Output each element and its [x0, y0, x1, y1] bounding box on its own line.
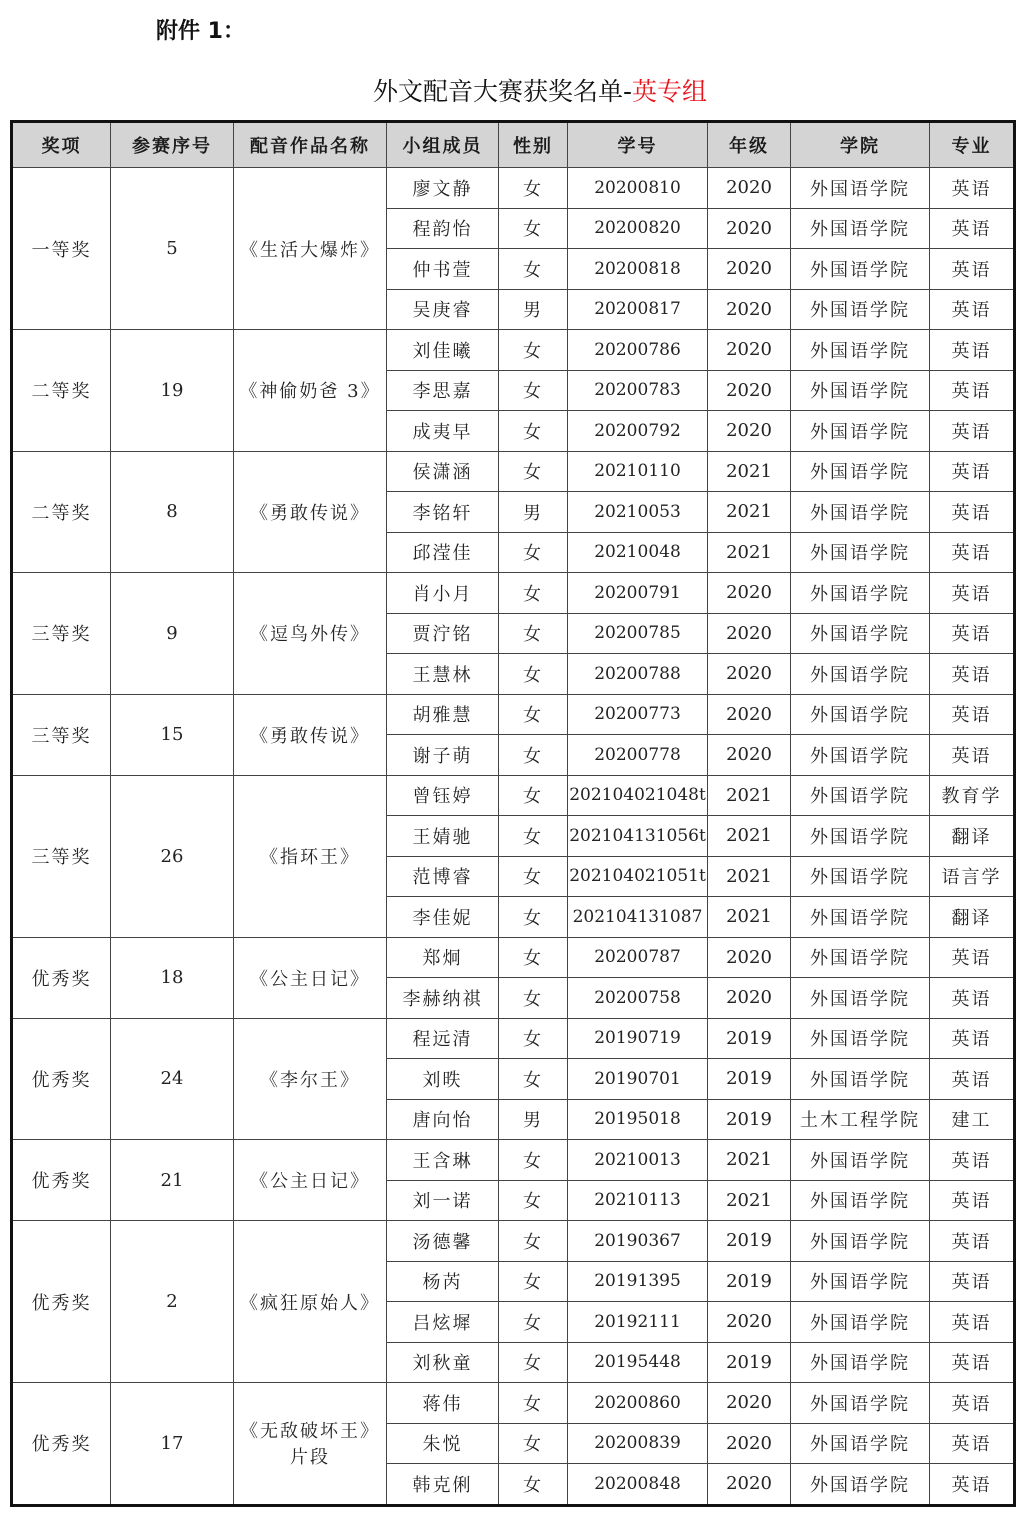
major-cell: 英语 [930, 208, 1015, 249]
student-id-cell: 20200773 [568, 694, 708, 735]
table-row [12, 694, 1015, 735]
member-name-cell: 李赫纳祺 [387, 978, 499, 1019]
col-header-student-id: 学号 [568, 122, 708, 168]
col-header-grade: 年级 [708, 122, 791, 168]
member-name-cell: 邱滢佳 [387, 532, 499, 573]
award-cell: 优秀奖 [12, 1140, 111, 1221]
entry-no-cell: 15 [111, 694, 234, 775]
college-cell: 外国语学院 [791, 1423, 930, 1464]
college-cell: 外国语学院 [791, 249, 930, 290]
member-name-cell: 吕炫墀 [387, 1302, 499, 1343]
col-header-major: 专业 [930, 122, 1015, 168]
table-row [12, 1018, 1015, 1059]
major-cell: 英语 [930, 1140, 1015, 1181]
member-name-cell: 刘佳曦 [387, 330, 499, 371]
grade-cell: 2019 [708, 1261, 791, 1302]
entry-no-cell: 8 [111, 451, 234, 573]
grade-cell: 2020 [708, 1423, 791, 1464]
student-id-cell: 20200848 [568, 1464, 708, 1506]
grade-cell: 2020 [708, 168, 791, 209]
college-cell: 外国语学院 [791, 1302, 930, 1343]
gender-cell: 女 [499, 1180, 568, 1221]
college-cell: 外国语学院 [791, 978, 930, 1019]
major-cell: 翻译 [930, 816, 1015, 857]
college-cell: 外国语学院 [791, 532, 930, 573]
gender-cell: 女 [499, 330, 568, 371]
student-id-cell: 20190719 [568, 1018, 708, 1059]
grade-cell: 2020 [708, 978, 791, 1019]
grade-cell: 2019 [708, 1099, 791, 1140]
student-id-cell: 202104131087 [568, 897, 708, 938]
col-header-work: 配音作品名称 [234, 122, 387, 168]
table-row [12, 937, 1015, 978]
major-cell: 英语 [930, 532, 1015, 573]
student-id-cell: 20200778 [568, 735, 708, 776]
member-name-cell: 程远清 [387, 1018, 499, 1059]
entry-no-cell: 17 [111, 1383, 234, 1506]
grade-cell: 2019 [708, 1059, 791, 1100]
gender-cell: 女 [499, 1018, 568, 1059]
member-name-cell: 王慧林 [387, 654, 499, 695]
work-title-cell: 《神偷奶爸 3》 [234, 330, 387, 452]
award-cell: 三等奖 [12, 573, 111, 695]
grade-cell: 2021 [708, 451, 791, 492]
grade-cell: 2021 [708, 897, 791, 938]
award-cell: 二等奖 [12, 451, 111, 573]
gender-cell: 男 [499, 1099, 568, 1140]
gender-cell: 女 [499, 451, 568, 492]
gender-cell: 女 [499, 613, 568, 654]
student-id-cell: 20210013 [568, 1140, 708, 1181]
major-cell: 英语 [930, 1423, 1015, 1464]
grade-cell: 2021 [708, 775, 791, 816]
student-id-cell: 20200817 [568, 289, 708, 330]
major-cell: 英语 [930, 937, 1015, 978]
major-cell: 英语 [930, 1302, 1015, 1343]
college-cell: 外国语学院 [791, 1059, 930, 1100]
member-name-cell: 刘秋童 [387, 1342, 499, 1383]
gender-cell: 女 [499, 168, 568, 209]
major-cell: 英语 [930, 1059, 1015, 1100]
award-cell: 三等奖 [12, 694, 111, 775]
major-cell: 英语 [930, 1342, 1015, 1383]
major-cell: 英语 [930, 735, 1015, 776]
col-header-entry-no: 参赛序号 [111, 122, 234, 168]
student-id-cell: 20200787 [568, 937, 708, 978]
gender-cell: 女 [499, 532, 568, 573]
college-cell: 外国语学院 [791, 1464, 930, 1506]
work-title-cell: 《无敌破坏王》片段 [234, 1383, 387, 1506]
gender-cell: 女 [499, 1221, 568, 1262]
gender-cell: 男 [499, 492, 568, 533]
student-id-cell: 20191395 [568, 1261, 708, 1302]
college-cell: 外国语学院 [791, 1342, 930, 1383]
major-cell: 英语 [930, 451, 1015, 492]
gender-cell: 女 [499, 1423, 568, 1464]
major-cell: 英语 [930, 1221, 1015, 1262]
gender-cell: 女 [499, 411, 568, 452]
grade-cell: 2020 [708, 411, 791, 452]
gender-cell: 女 [499, 897, 568, 938]
member-name-cell: 王含琳 [387, 1140, 499, 1181]
major-cell: 英语 [930, 978, 1015, 1019]
student-id-cell: 20210048 [568, 532, 708, 573]
student-id-cell: 20200792 [568, 411, 708, 452]
title-main: 外文配音大赛获奖名单- [372, 77, 632, 106]
college-cell: 外国语学院 [791, 654, 930, 695]
member-name-cell: 范博睿 [387, 856, 499, 897]
major-cell: 英语 [930, 613, 1015, 654]
student-id-cell: 20200820 [568, 208, 708, 249]
grade-cell: 2020 [708, 370, 791, 411]
student-id-cell: 20200810 [568, 168, 708, 209]
entry-no-cell: 21 [111, 1140, 234, 1221]
college-cell: 外国语学院 [791, 168, 930, 209]
gender-cell: 女 [499, 937, 568, 978]
title-highlight: 英专组 [632, 77, 708, 106]
major-cell: 英语 [930, 1261, 1015, 1302]
student-id-cell: 20200786 [568, 330, 708, 371]
grade-cell: 2020 [708, 735, 791, 776]
college-cell: 外国语学院 [791, 573, 930, 614]
gender-cell: 女 [499, 249, 568, 290]
member-name-cell: 杨芮 [387, 1261, 499, 1302]
gender-cell: 女 [499, 1464, 568, 1506]
member-name-cell: 肖小月 [387, 573, 499, 614]
table-row [12, 775, 1015, 816]
student-id-cell: 20200839 [568, 1423, 708, 1464]
major-cell: 英语 [930, 1383, 1015, 1424]
table-row [12, 573, 1015, 614]
major-cell: 英语 [930, 411, 1015, 452]
award-cell: 一等奖 [12, 168, 111, 330]
work-title-cell: 《勇敢传说》 [234, 451, 387, 573]
col-header-members: 小组成员 [387, 122, 499, 168]
student-id-cell: 20210110 [568, 451, 708, 492]
member-name-cell: 曾钰婷 [387, 775, 499, 816]
student-id-cell: 20200788 [568, 654, 708, 695]
work-title-cell: 《勇敢传说》 [234, 694, 387, 775]
major-cell: 英语 [930, 1464, 1015, 1506]
header-row [12, 122, 1015, 168]
gender-cell: 女 [499, 816, 568, 857]
college-cell: 外国语学院 [791, 1018, 930, 1059]
table-row [12, 1221, 1015, 1262]
grade-cell: 2021 [708, 1180, 791, 1221]
grade-cell: 2019 [708, 1342, 791, 1383]
gender-cell: 女 [499, 775, 568, 816]
table-row [12, 451, 1015, 492]
member-name-cell: 成夷早 [387, 411, 499, 452]
work-title-cell: 《逗鸟外传》 [234, 573, 387, 695]
college-cell: 外国语学院 [791, 856, 930, 897]
grade-cell: 2021 [708, 492, 791, 533]
student-id-cell: 20200758 [568, 978, 708, 1019]
major-cell: 英语 [930, 654, 1015, 695]
student-id-cell: 202104131056t [568, 816, 708, 857]
entry-no-cell: 5 [111, 168, 234, 330]
major-cell: 英语 [930, 1018, 1015, 1059]
major-cell: 英语 [930, 330, 1015, 371]
grade-cell: 2020 [708, 330, 791, 371]
grade-cell: 2020 [708, 937, 791, 978]
college-cell: 外国语学院 [791, 816, 930, 857]
member-name-cell: 蒋伟 [387, 1383, 499, 1424]
grade-cell: 2021 [708, 816, 791, 857]
gender-cell: 女 [499, 1302, 568, 1343]
award-cell: 二等奖 [12, 330, 111, 452]
major-cell: 英语 [930, 492, 1015, 533]
gender-cell: 女 [499, 694, 568, 735]
member-name-cell: 廖文静 [387, 168, 499, 209]
grade-cell: 2019 [708, 1221, 791, 1262]
work-title-cell: 《李尔王》 [234, 1018, 387, 1140]
college-cell: 外国语学院 [791, 1383, 930, 1424]
student-id-cell: 20190701 [568, 1059, 708, 1100]
entry-no-cell: 9 [111, 573, 234, 695]
member-name-cell: 韩克俐 [387, 1464, 499, 1506]
award-cell: 优秀奖 [12, 1018, 111, 1140]
member-name-cell: 李铭轩 [387, 492, 499, 533]
college-cell: 外国语学院 [791, 1140, 930, 1181]
entry-no-cell: 26 [111, 775, 234, 937]
member-name-cell: 唐向怡 [387, 1099, 499, 1140]
grade-cell: 2019 [708, 1018, 791, 1059]
grade-cell: 2020 [708, 573, 791, 614]
grade-cell: 2020 [708, 289, 791, 330]
member-name-cell: 程韵怡 [387, 208, 499, 249]
college-cell: 外国语学院 [791, 1180, 930, 1221]
award-cell: 三等奖 [12, 775, 111, 937]
member-name-cell: 郑炯 [387, 937, 499, 978]
college-cell: 外国语学院 [791, 775, 930, 816]
col-header-gender: 性别 [499, 122, 568, 168]
college-cell: 外国语学院 [791, 937, 930, 978]
major-cell: 英语 [930, 1180, 1015, 1221]
student-id-cell: 20200860 [568, 1383, 708, 1424]
table-row [12, 1140, 1015, 1181]
member-name-cell: 朱悦 [387, 1423, 499, 1464]
grade-cell: 2021 [708, 532, 791, 573]
grade-cell: 2020 [708, 208, 791, 249]
work-title-cell: 《公主日记》 [234, 937, 387, 1018]
member-name-cell: 仲书萱 [387, 249, 499, 290]
table-row [12, 168, 1015, 209]
college-cell: 外国语学院 [791, 492, 930, 533]
major-cell: 英语 [930, 573, 1015, 614]
grade-cell: 2020 [708, 613, 791, 654]
member-name-cell: 谢子萌 [387, 735, 499, 776]
college-cell: 外国语学院 [791, 451, 930, 492]
gender-cell: 女 [499, 370, 568, 411]
gender-cell: 女 [499, 654, 568, 695]
college-cell: 外国语学院 [791, 1221, 930, 1262]
award-cell: 优秀奖 [12, 1221, 111, 1383]
gender-cell: 女 [499, 1383, 568, 1424]
gender-cell: 女 [499, 1140, 568, 1181]
col-header-college: 学院 [791, 122, 930, 168]
grade-cell: 2020 [708, 694, 791, 735]
student-id-cell: 202104021048t [568, 775, 708, 816]
student-id-cell: 20195448 [568, 1342, 708, 1383]
major-cell: 英语 [930, 370, 1015, 411]
gender-cell: 女 [499, 735, 568, 776]
page-title [0, 72, 1024, 108]
work-title-cell: 《公主日记》 [234, 1140, 387, 1221]
gender-cell: 女 [499, 1261, 568, 1302]
college-cell: 土木工程学院 [791, 1099, 930, 1140]
student-id-cell: 20200818 [568, 249, 708, 290]
college-cell: 外国语学院 [791, 735, 930, 776]
award-cell: 优秀奖 [12, 1383, 111, 1506]
work-title-cell: 《疯狂原始人》 [234, 1221, 387, 1383]
award-cell: 优秀奖 [12, 937, 111, 1018]
college-cell: 外国语学院 [791, 1261, 930, 1302]
member-name-cell: 李佳妮 [387, 897, 499, 938]
gender-cell: 女 [499, 208, 568, 249]
gender-cell: 女 [499, 978, 568, 1019]
grade-cell: 2021 [708, 856, 791, 897]
college-cell: 外国语学院 [791, 330, 930, 371]
student-id-cell: 20200785 [568, 613, 708, 654]
student-id-cell: 20210053 [568, 492, 708, 533]
college-cell: 外国语学院 [791, 411, 930, 452]
student-id-cell: 20195018 [568, 1099, 708, 1140]
gender-cell: 女 [499, 856, 568, 897]
major-cell: 英语 [930, 168, 1015, 209]
college-cell: 外国语学院 [791, 208, 930, 249]
member-name-cell: 吴庚睿 [387, 289, 499, 330]
student-id-cell: 20210113 [568, 1180, 708, 1221]
major-cell: 英语 [930, 694, 1015, 735]
college-cell: 外国语学院 [791, 370, 930, 411]
entry-no-cell: 24 [111, 1018, 234, 1140]
table-row [12, 1383, 1015, 1424]
major-cell: 教育学 [930, 775, 1015, 816]
college-cell: 外国语学院 [791, 694, 930, 735]
gender-cell: 女 [499, 1059, 568, 1100]
member-name-cell: 汤德馨 [387, 1221, 499, 1262]
member-name-cell: 侯潇涵 [387, 451, 499, 492]
grade-cell: 2020 [708, 1383, 791, 1424]
major-cell: 建工 [930, 1099, 1015, 1140]
member-name-cell: 王婧驰 [387, 816, 499, 857]
table-body [12, 168, 1015, 1506]
member-name-cell: 胡雅慧 [387, 694, 499, 735]
entry-no-cell: 2 [111, 1221, 234, 1383]
student-id-cell: 202104021051t [568, 856, 708, 897]
member-name-cell: 贾泞铭 [387, 613, 499, 654]
grade-cell: 2020 [708, 654, 791, 695]
entry-no-cell: 19 [111, 330, 234, 452]
table-row [12, 330, 1015, 371]
major-cell: 语言学 [930, 856, 1015, 897]
student-id-cell: 20200783 [568, 370, 708, 411]
major-cell: 英语 [930, 249, 1015, 290]
college-cell: 外国语学院 [791, 897, 930, 938]
grade-cell: 2020 [708, 1464, 791, 1506]
work-title-cell: 《生活大爆炸》 [234, 168, 387, 330]
grade-cell: 2021 [708, 1140, 791, 1181]
college-cell: 外国语学院 [791, 289, 930, 330]
student-id-cell: 20192111 [568, 1302, 708, 1343]
major-cell: 英语 [930, 289, 1015, 330]
grade-cell: 2020 [708, 249, 791, 290]
college-cell: 外国语学院 [791, 613, 930, 654]
major-cell: 翻译 [930, 897, 1015, 938]
student-id-cell: 20200791 [568, 573, 708, 614]
member-name-cell: 刘一诺 [387, 1180, 499, 1221]
entry-no-cell: 18 [111, 937, 234, 1018]
gender-cell: 男 [499, 289, 568, 330]
col-header-award: 奖项 [12, 122, 111, 168]
member-name-cell: 李思嘉 [387, 370, 499, 411]
member-name-cell: 刘昳 [387, 1059, 499, 1100]
gender-cell: 女 [499, 1342, 568, 1383]
attachment-label: 附件 1： [156, 19, 245, 44]
work-title-cell: 《指环王》 [234, 775, 387, 937]
grade-cell: 2020 [708, 1302, 791, 1343]
gender-cell: 女 [499, 573, 568, 614]
student-id-cell: 20190367 [568, 1221, 708, 1262]
award-table [10, 120, 1016, 1507]
